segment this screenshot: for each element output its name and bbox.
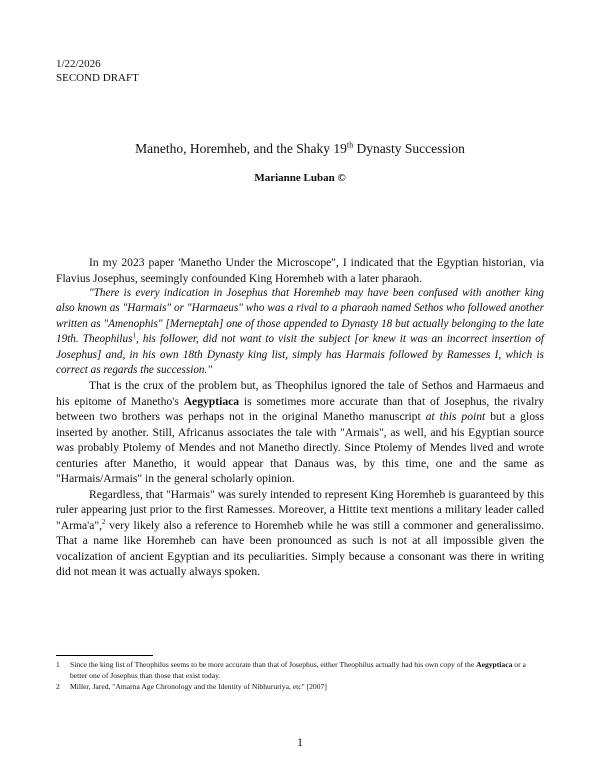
draft-date: 1/22/2026	[56, 58, 101, 70]
footnote-1-text-b: or a better one of Josephus than those that exist today.	[70, 660, 526, 680]
paragraph-2	[56, 378, 544, 487]
paragraph-3	[56, 487, 544, 580]
footnote-1-aegyptiaca: Aegyptiaca	[476, 660, 513, 669]
author-line: Marianne Luban ©	[254, 172, 346, 184]
draft-header	[56, 57, 139, 85]
aegyptiaca-term: Aegyptiaca	[183, 394, 240, 408]
footnote-ref-2[interactable]: 2	[102, 518, 106, 527]
title-main: Manetho, Horemheb, and the Shaky 19	[135, 141, 347, 156]
emphasis-at-this-point: at this point	[425, 410, 486, 424]
footnote-number: 1	[56, 660, 60, 669]
footnote-separator	[56, 655, 153, 656]
footnote-1	[56, 659, 544, 681]
page-number: 1	[297, 735, 303, 749]
draft-label: SECOND DRAFT	[56, 72, 139, 84]
block-quote	[56, 286, 544, 378]
title-end: Dynasty Succession	[353, 141, 465, 156]
paragraph-2-text-a: That is the crux of the problem but, as Theophilus ignored the tale of Sethos and Harmaeus and his epitome of Manetho's	[56, 379, 544, 408]
footnote-ref-1[interactable]: 1	[132, 331, 136, 340]
quote-text-b: , his follower, did not want to visit the subject [or knew it was an incorrect insertion of Josephus] and, in his own 18th Dynasty king list, simply has Harmais followed by Ramesses I, which is correct as regards the succession."	[56, 333, 544, 377]
footnote-number: 2	[56, 682, 60, 691]
paper-title	[56, 141, 544, 157]
paragraph-3-text-a: Regardless, that "Harmais" was surely intended to represent King Horemheb is guaranteed by this ruler appearing just prior to the first Ramesses. Moreover, a Hittite text mentions a military leader called "Arma'a",	[56, 487, 544, 532]
quote-text-a: "There is every indication in Josephus that Horemheb may have been confused with another king also known as "Harmais" or "Harmaeus" who was a rival to a pharaoh named Sethos who followed another written as "Amenophis" [Merneptah] one of those appended to Dynasty 18 but actually belonging to the late 19th. Theophilus	[56, 287, 544, 346]
title-superscript: th	[346, 140, 354, 150]
paragraph-3-text-b: very likely also a reference to Horemheb while he was still a commoner and generalissimo. That a name like Horemheb can have been pronounced as such is not at all impossible given the vocalization of ancient Egyptian and its peculiarities. Simply because a consonant was there in writing did not mean it was actually always spoken.	[56, 518, 544, 579]
footnote-1-text-a: Since the king list of Theophilus seems to be more accurate than that of Josephus, either Theophilus actually had his own copy of the	[70, 660, 477, 669]
footnote-text	[70, 659, 544, 681]
body-text	[56, 255, 544, 580]
footnote-text: Miller, Jared, "Amarna Age Chronology and the Identity of Nibhururiya, etc" [2007]	[70, 682, 327, 691]
paragraph-2-text-b: is sometimes more accurate than that of Josephus, the rivalry between two brothers was perhaps not in the original Manetho manuscript	[56, 394, 544, 424]
footnotes	[56, 659, 544, 692]
footnote-2	[56, 681, 544, 692]
paragraph-1: In my 2023 paper 'Manetho Under the Microscope", I indicated that the Egyptian historian, via Flavius Josephus, seemingly confounded King Horemheb with a later pharaoh.	[56, 256, 544, 285]
paragraph-2-text-c: but a gloss inserted by another. Still, Africanus associates the tale with "Armais", as well, and his Egyptian source was probably Ptolemy of Mendes and not Manetho directly. Since Ptolemy of Mendes lived and wrote centuries after Manetho, it would appear that Danaus was, by this time, one and the same as "Harmais/Armais" in the general scholarly opinion.	[56, 410, 545, 486]
